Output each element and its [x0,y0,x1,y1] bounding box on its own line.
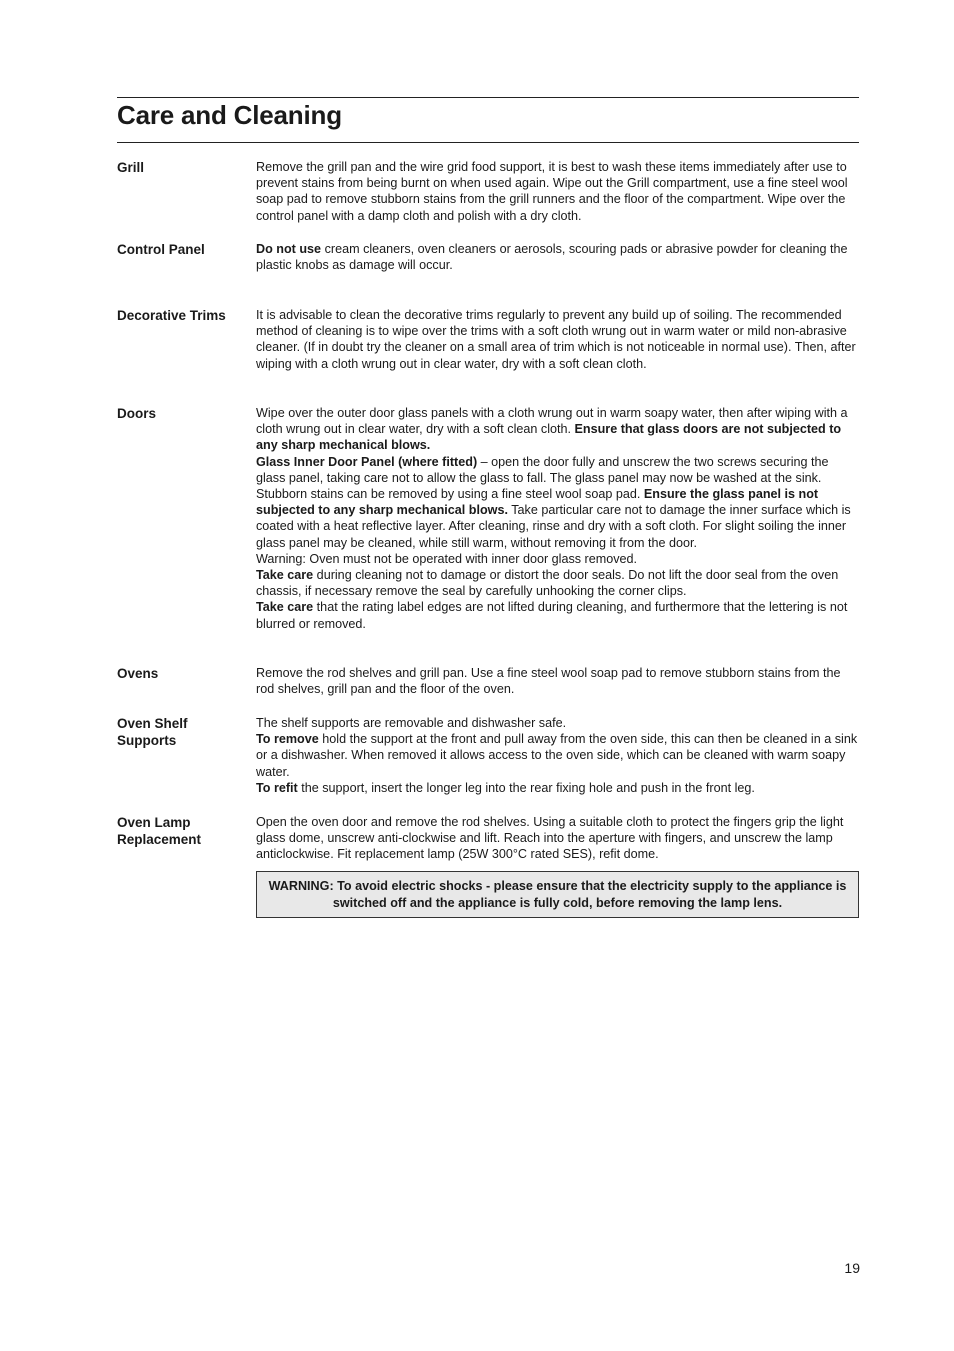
doors-paragraph-1 [256,405,860,454]
section-content-decorative-trims [256,307,860,372]
section-content-oven-lamp [256,814,860,863]
oven-shelf-p3-bold: To refit [256,780,298,795]
section-content-grill [256,159,860,224]
section-content-ovens [256,665,860,697]
doors-p5-text: that the rating label edges are not lifted during cleaning, and furthermore that the lettering is not blurred or removed. [256,600,848,631]
decorative-trims-paragraph: It is advisable to clean the decorative trims regularly to prevent any build up of soiling. The recommended method of cleaning is to wipe over the trims with a soft cloth wrung out in warm water or mild non-abrasive cleaner. (If in doubt try the cleaner on a small area of trim which is not noticeable in normal use). Then, after wiping with a cloth wrung out in clear water, dry with a soft clean cloth. [256,308,856,371]
doors-p5-bold: Take care [256,600,314,615]
control-panel-text: cream cleaners, oven cleaners or aerosols, scouring pads or abrasive powder for cleaning the plastic knobs as damage will occur. [256,242,848,273]
doors-p4-text: during cleaning not to damage or distort the door seals. Do not lift the door seal from the oven chassis, if necessary remove the seal by carefully unhooking the corner clips. [256,568,839,599]
section-label-oven-lamp [117,814,247,848]
doors-p1-bold: Ensure that glass doors are not subjected to any sharp mechanical blows. [256,422,842,453]
section-label-doors: Doors [117,406,157,421]
oven-shelf-p2-bold: To remove [256,732,319,747]
section-label-decorative-trims: Decorative Trims [117,308,226,323]
doors-paragraph-5 [256,599,860,631]
ovens-paragraph: Remove the rod shelves and grill pan. Use a fine steel wool soap pad to remove stubborn stains from the rod shelves, grill pan and the floor of the oven. [256,666,841,697]
section-label-oven-shelf-supports [117,715,247,749]
control-panel-bold-lead: Do not use [256,242,322,256]
doors-p1-text: Wipe over the outer door glass panels with a cloth wrung out in warm soapy water, then after wiping with a cloth wrung out in clear water, dry with a soft clean cloth. [256,406,848,437]
oven-shelf-paragraph-3 [256,780,860,796]
section-label-ovens: Ovens [117,666,159,681]
section-label-grill: Grill [117,160,145,175]
doors-paragraph-3: Warning: Oven must not be operated with inner door glass removed. [256,551,638,566]
doors-p2-text: – open the door fully and unscrew the two screws securing the glass panel, taking care not to allow the glass to fall. The glass panel may now be washed at the sink. Stubborn stains can be removed by using a fine steel wool soap pad. [256,454,829,502]
top-rule [117,97,859,98]
oven-lamp-paragraph: Open the oven door and remove the rod shelves. Using a suitable cloth to protect the fingers grip the light glass dome, unscrew anti-clockwise and lift. Reach into the aperture with fingers, and unscrew the lamp anticlockwise. Fit replacement lamp (25W 300°C rated SES), refit dome. [256,815,844,862]
doors-p4-bold: Take care [256,568,314,583]
grill-paragraph: Remove the grill pan and the wire grid food support, it is best to wash these items immediately after use to prevent stains from being burnt on when used again. Wipe out the Grill compartment, use a fine steel wool soap pad to remove stubborn stains from the grill runners and the floor of the compartment. Wipe over the control panel with a damp cloth and polish with a dry cloth. [256,160,848,223]
oven-shelf-p2-text: hold the support at the front and pull away from the oven side, this can then be cleaned in a sink or a dishwasher. When removed it allows access to the oven side, which can be cleaned with warm soapy water. [256,732,858,779]
section-content-oven-shelf-supports [256,715,860,796]
doors-paragraph-4 [256,567,860,599]
oven-shelf-label-line-2: Supports [117,733,177,748]
page-number: 19 [844,1260,860,1276]
page-title: Care and Cleaning [117,100,342,130]
warning-box [256,871,859,918]
section-content-doors [256,405,860,632]
doors-paragraph-2 [256,454,860,551]
oven-shelf-p3-text: the support, insert the longer leg into the rear fixing hole and push in the front leg. [297,780,755,795]
doors-p2-bold2: Ensure the glass panel is not subjected to any sharp mechanical blows. [256,487,819,518]
section-content-control-panel [256,241,860,273]
warning-text: WARNING: To avoid electric shocks - please ensure that the electricity supply to the appliance is switched off and the appliance is fully cold, before removing the lamp lens. [268,879,847,910]
oven-lamp-label-line-1: Oven Lamp [117,815,191,830]
oven-shelf-paragraph-1: The shelf supports are removable and dishwasher safe. [256,716,567,730]
oven-shelf-paragraph-2 [256,731,860,780]
doors-p2-bold: Glass Inner Door Panel (where fitted) [256,454,478,469]
title-rule [117,142,859,143]
oven-lamp-label-line-2: Replacement [117,832,202,847]
doors-p2-text2: Take particular care not to damage the inner surface which is coated with a heat reflective layer. After cleaning, rinse and dry with a soft cloth. For slight soiling the inner glass panel may be cleaned, while still warm, without removing it from the door. [256,503,851,550]
section-label-control-panel: Control Panel [117,242,205,257]
oven-shelf-label-line-1: Oven Shelf [117,716,188,731]
control-panel-paragraph [256,241,860,273]
